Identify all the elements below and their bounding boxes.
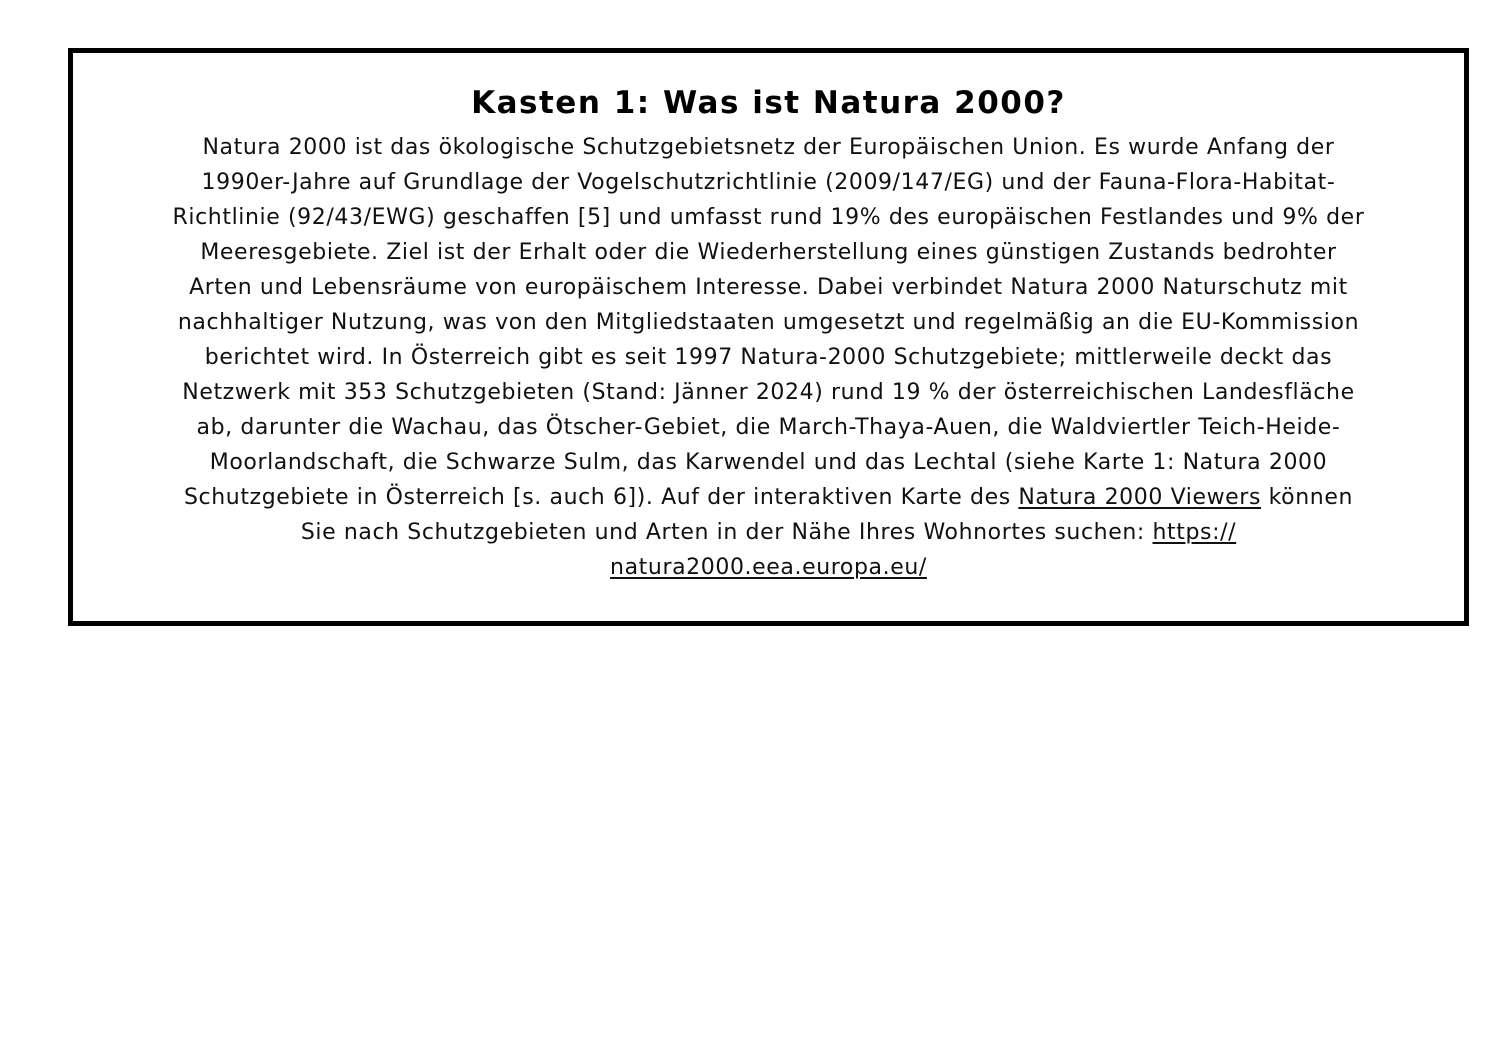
text-line-with-link: [93, 480, 1444, 515]
text-line: 1990er-Jahre auf Grundlage der Vogelschutzrichtlinie (2009/147/EG) und der Fauna-Flora-Habitat-: [201, 170, 1336, 195]
text-line: Moorlandschaft, die Schwarze Sulm, das Karwendel und das Lechtal (siehe Karte 1: Natura 2000: [209, 450, 1328, 475]
natura2000-url-link-part1[interactable]: https://: [1152, 520, 1237, 545]
box-body-text: [93, 130, 1444, 585]
text-line: ab, darunter die Wachau, das Ötscher-Gebiet, die March-Thaya-Auen, die Waldviertler Teich-Heide-: [196, 415, 1341, 440]
text-segment: Sie nach Schutzgebieten und Arten in der Nähe Ihres Wohnortes suchen:: [300, 520, 1153, 545]
info-box: [68, 48, 1469, 626]
text-line: Meeresgebiete. Ziel ist der Erhalt oder die Wiederherstellung eines günstigen Zustands bedrohter: [200, 240, 1337, 265]
text-line: berichtet wird. In Österreich gibt es seit 1997 Natura-2000 Schutzgebiete; mittlerweile deckt das: [204, 345, 1333, 370]
text-line: Netzwerk mit 353 Schutzgebieten (Stand: Jänner 2024) rund 19 % der österreichischen Landesfläche: [182, 380, 1355, 405]
text-line: nachhaltiger Nutzung, was von den Mitgliedstaaten umgesetzt und regelmäßig an die EU-Kommission: [177, 310, 1360, 335]
natura2000-url-link-part2[interactable]: natura2000.eea.europa.eu/: [610, 555, 927, 580]
box-title: Kasten 1: Was ist Natura 2000?: [471, 85, 1066, 121]
text-line: Arten und Lebensräume von europäischem Interesse. Dabei verbindet Natura 2000 Naturschutz mit: [189, 275, 1348, 300]
text-line-with-url: [93, 515, 1444, 550]
text-segment: Schutzgebiete in Österreich [s. auch 6]). Auf der interaktiven Karte des: [183, 485, 1019, 510]
text-line: Richtlinie (92/43/EWG) geschaffen [5] und umfasst rund 19% des europäischen Festlandes und 9% der: [172, 205, 1365, 230]
text-segment: können: [1261, 485, 1354, 510]
text-line: Natura 2000 ist das ökologische Schutzgebietsnetz der Europäischen Union. Es wurde Anfang der: [202, 135, 1335, 160]
url-line: [93, 550, 1444, 585]
natura-2000-viewer-link[interactable]: Natura 2000 Viewers: [1018, 485, 1262, 510]
